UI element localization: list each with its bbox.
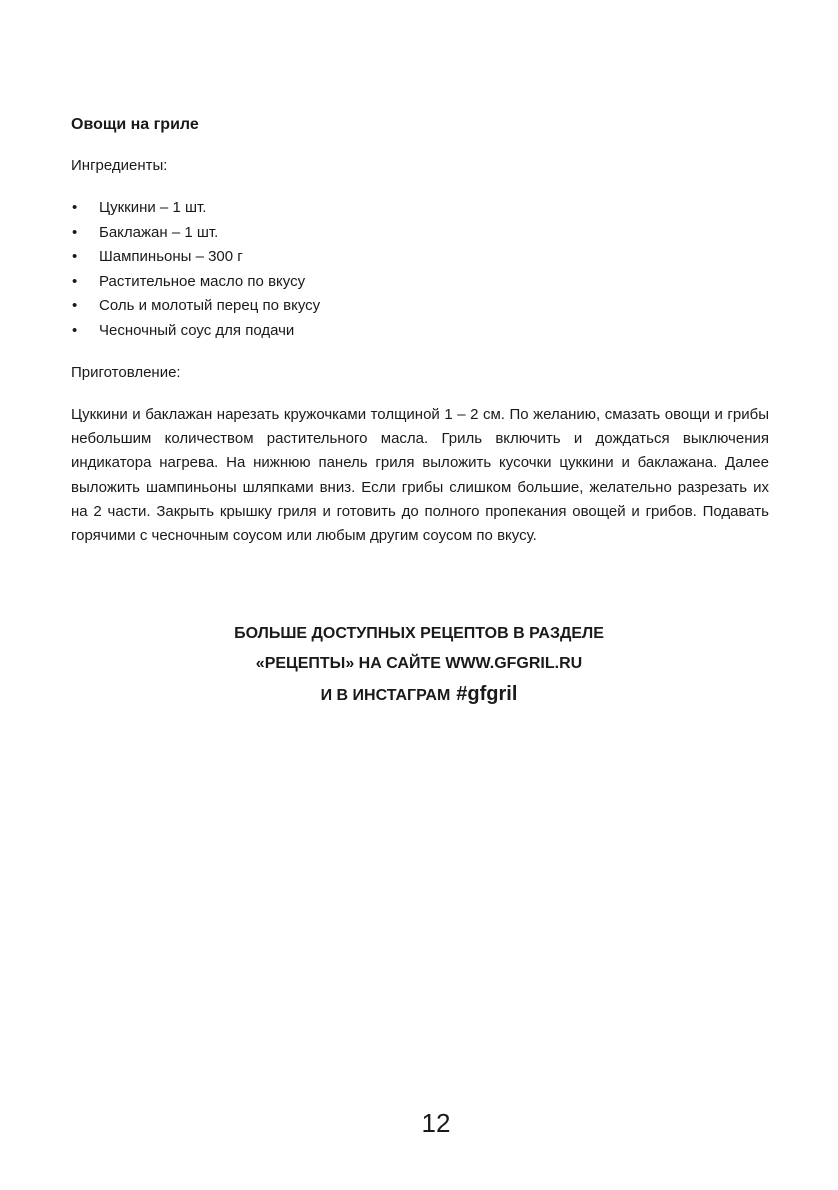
ingredient-text: Чесночный соус для подачи [99, 321, 295, 339]
bullet-icon: • [72, 321, 78, 339]
promo-line-1: БОЛЬШЕ ДОСТУПНЫХ РЕЦЕПТОВ В РАЗДЕЛЕ [234, 625, 604, 642]
bullet-icon: • [72, 199, 78, 216]
ingredient-text: Цуккини – 1 шт. [99, 199, 207, 216]
promo-line-2: «РЕЦЕПТЫ» НА САЙТЕ WWW.GFGRIL.RU [255, 655, 583, 672]
instagram-hashtag: #gfgril [456, 683, 518, 705]
promo-line-3 [0, 679, 838, 711]
bullet-icon: • [72, 223, 78, 241]
list-item [71, 270, 769, 295]
ingredient-text: Шампиньоны – 300 г [99, 248, 243, 265]
bullet-icon: • [72, 248, 78, 265]
ingredient-text: Растительное масло по вкусу [99, 272, 306, 290]
list-item [71, 294, 769, 319]
recipe-section [71, 114, 769, 548]
bullet-icon: • [72, 297, 78, 314]
page-number: 12 [421, 1108, 451, 1138]
preparation-label: Приготовление: [71, 364, 181, 381]
list-item [71, 319, 769, 344]
recipe-title: Овощи на гриле [71, 116, 199, 133]
bullet-icon: • [72, 272, 78, 290]
list-item [71, 221, 769, 246]
promo-line-3-text: И В ИНСТАГРАМ [320, 687, 451, 704]
ingredient-text: Баклажан – 1 шт. [99, 223, 219, 241]
promo-block [0, 619, 838, 711]
list-item [71, 245, 769, 270]
ingredients-label: Ингредиенты: [71, 157, 168, 174]
preparation-text: Цуккини и баклажан нарезать кружочками толщиной 1 – 2 см. По желанию, смазать овощи и грибы небольшим количеством растительного масла. Гриль включить и дождаться выключения индикатора нагрева. На нижнюю панель гриля выложить кусочки цуккини и баклажана. Далее выложить шампиньоны шляпками вниз. Если грибы слишком большие, желательно разрезать их на 2 части. Закрыть крышку гриля и готовить до полного пропекания овощей и грибов. Подавать горячими с чесночным соусом или любым другим соусом по вкусу. [71, 406, 769, 545]
list-item [71, 196, 769, 221]
ingredients-list [71, 196, 769, 343]
ingredient-text: Соль и молотый перец по вкусу [99, 297, 321, 314]
